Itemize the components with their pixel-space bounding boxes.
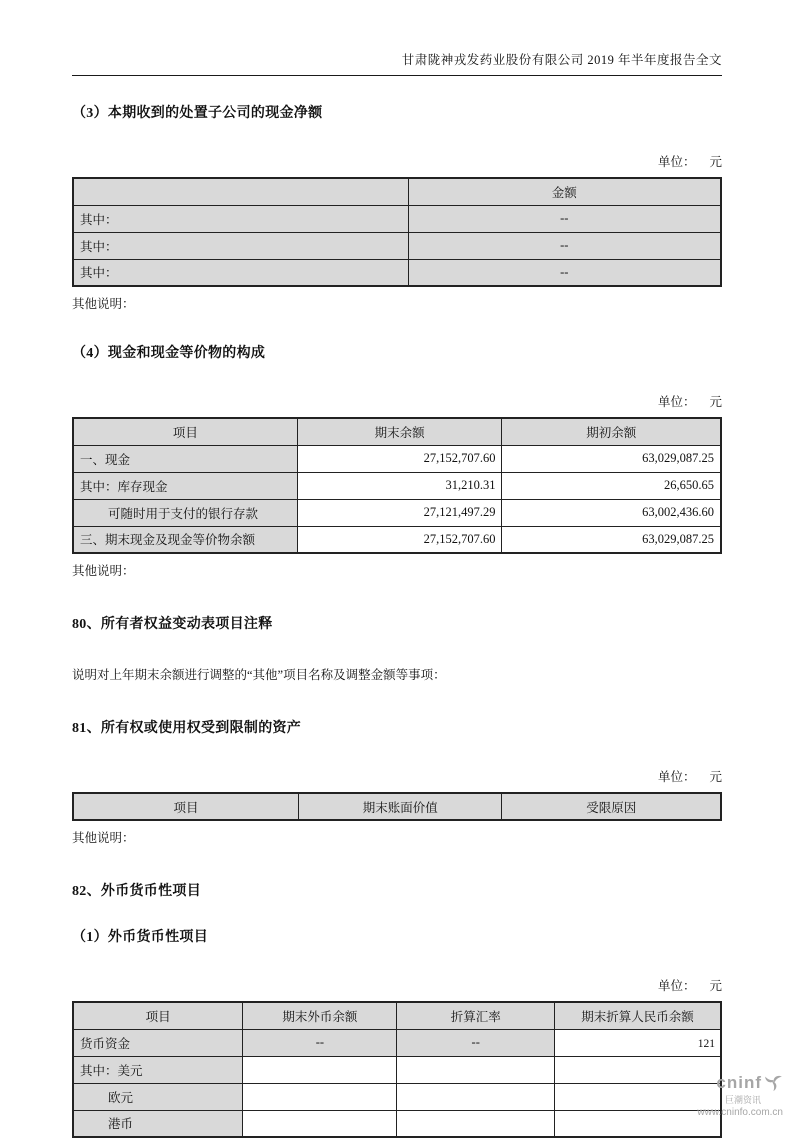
cash-disposal-table bbox=[72, 177, 722, 287]
section4-title: （4）现金和现金等价物的构成 bbox=[72, 346, 266, 361]
row-label: 可随时用于支付的银行存款 bbox=[73, 499, 297, 526]
table-row bbox=[73, 445, 721, 472]
row-label: 其中：美元 bbox=[73, 1056, 243, 1083]
cninfo-chinese-name: 巨潮资讯 bbox=[724, 1094, 761, 1105]
header-cell-amount: 金额 bbox=[408, 178, 721, 205]
section3-title: （3）本期收到的处置子公司的现金净额 bbox=[72, 106, 323, 121]
unit-value: 元 bbox=[709, 979, 722, 993]
section80-body: 说明对上年期末余额进行调整的“其他”项目名称及调整金额等事项： bbox=[72, 668, 446, 682]
row-label: 三、期末现金及现金等价物余额 bbox=[73, 526, 297, 553]
table-row bbox=[73, 232, 721, 259]
section82-sub-title: （1）外币货币性项目 bbox=[72, 930, 208, 945]
restricted-assets-table bbox=[72, 792, 722, 821]
unit-label: 单位： bbox=[657, 770, 696, 784]
table-row bbox=[73, 472, 721, 499]
row-ending-balance: 27,121,497.29 bbox=[297, 499, 502, 526]
unit-value: 元 bbox=[709, 395, 722, 409]
unit-value: 元 bbox=[709, 155, 722, 169]
row-beginning-balance: 63,002,436.60 bbox=[502, 499, 721, 526]
header-cell-foreign-balance: 期末外币余额 bbox=[243, 1002, 397, 1029]
row-beginning-balance: 26,650.65 bbox=[502, 472, 721, 499]
table-row bbox=[73, 259, 721, 286]
section80-title: 80、所有者权益变动表项目注释 bbox=[72, 617, 273, 632]
row-foreign-balance bbox=[243, 1056, 397, 1083]
other-note: 其他说明： bbox=[72, 297, 135, 311]
row-label: 欧元 bbox=[73, 1083, 243, 1110]
header-cell-item: 项目 bbox=[73, 793, 299, 820]
header-cell-item: 项目 bbox=[73, 418, 297, 445]
header-cell-reason: 受限原因 bbox=[502, 793, 721, 820]
cninfo-swirl-icon bbox=[764, 1072, 783, 1096]
header-cell-book-value: 期末账面价值 bbox=[299, 793, 502, 820]
row-ending-balance: 27,152,707.60 bbox=[297, 526, 502, 553]
unit-label: 单位： bbox=[657, 155, 696, 169]
table-header-row bbox=[73, 178, 721, 205]
row-label: 货币资金 bbox=[73, 1029, 243, 1056]
row-value: -- bbox=[408, 205, 721, 232]
header-cell-exchange-rate: 折算汇率 bbox=[397, 1002, 554, 1029]
row-value: -- bbox=[408, 259, 721, 286]
header-cell-ending: 期末余额 bbox=[297, 418, 502, 445]
section81-title: 81、所有权或使用权受到限制的资产 bbox=[72, 721, 302, 736]
table-row bbox=[73, 1029, 721, 1056]
row-beginning-balance: 63,029,087.25 bbox=[502, 445, 721, 472]
row-value: -- bbox=[408, 232, 721, 259]
unit-value: 元 bbox=[709, 770, 722, 784]
unit-line bbox=[72, 392, 722, 410]
unit-label: 单位： bbox=[657, 979, 696, 993]
cninfo-url: www.cninfo.com.cn bbox=[697, 1107, 783, 1119]
unit-line bbox=[72, 767, 722, 785]
table-header-row bbox=[73, 418, 721, 445]
row-exchange-rate bbox=[397, 1083, 554, 1110]
other-note: 其他说明： bbox=[72, 831, 135, 845]
header-cell-beginning: 期初余额 bbox=[502, 418, 721, 445]
row-foreign-balance bbox=[243, 1083, 397, 1110]
row-exchange-rate bbox=[397, 1056, 554, 1083]
table-row bbox=[73, 526, 721, 553]
row-label: 其中： bbox=[73, 232, 408, 259]
header-cell-rmb-balance: 期末折算人民币余额 bbox=[554, 1002, 721, 1029]
table-row bbox=[73, 1056, 721, 1083]
cash-equivalents-table bbox=[72, 417, 722, 554]
table-header-row bbox=[73, 793, 721, 820]
row-beginning-balance: 63,029,087.25 bbox=[502, 526, 721, 553]
cninfo-watermark bbox=[663, 1072, 783, 1118]
row-rmb-balance bbox=[554, 1029, 721, 1056]
row-foreign-balance: -- bbox=[243, 1029, 397, 1056]
unit-label: 单位： bbox=[657, 395, 696, 409]
header-cell-item: 项目 bbox=[73, 1002, 243, 1029]
cninfo-brand-text: cninf bbox=[716, 1073, 762, 1093]
row-label: 港币 bbox=[73, 1110, 243, 1137]
table-row bbox=[73, 1083, 721, 1110]
table-row bbox=[73, 205, 721, 232]
row-label: 一、现金 bbox=[73, 445, 297, 472]
section82-title: 82、外币货币性项目 bbox=[72, 884, 201, 899]
other-note: 其他说明： bbox=[72, 564, 135, 578]
row-label: 其中：库存现金 bbox=[73, 472, 297, 499]
row-ending-balance: 31,210.31 bbox=[297, 472, 502, 499]
page-number: 121 bbox=[697, 1038, 715, 1050]
table-row bbox=[73, 499, 721, 526]
foreign-currency-table bbox=[72, 1001, 722, 1138]
row-label: 其中： bbox=[73, 259, 408, 286]
unit-line bbox=[72, 152, 722, 170]
row-foreign-balance bbox=[243, 1110, 397, 1137]
row-exchange-rate: -- bbox=[397, 1029, 554, 1056]
table-row bbox=[73, 1110, 721, 1137]
header-cell-empty bbox=[73, 178, 408, 205]
document-header-title: 甘肃陇神戎发药业股份有限公司 2019 年半年度报告全文 bbox=[72, 50, 722, 76]
unit-line bbox=[72, 976, 722, 994]
row-label: 其中： bbox=[73, 205, 408, 232]
row-ending-balance: 27,152,707.60 bbox=[297, 445, 502, 472]
table-header-row bbox=[73, 1002, 721, 1029]
row-exchange-rate bbox=[397, 1110, 554, 1137]
